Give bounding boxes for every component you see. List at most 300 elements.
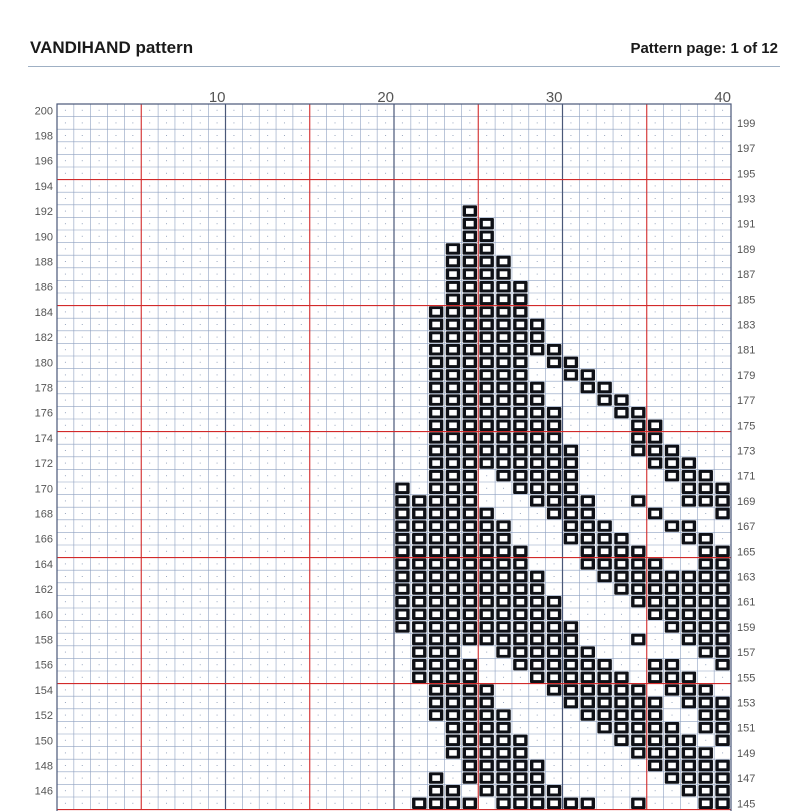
grid-dot bbox=[284, 500, 285, 501]
grid-dot bbox=[267, 475, 268, 476]
grid-dot bbox=[452, 223, 453, 224]
grid-dot bbox=[267, 601, 268, 602]
grid-dot bbox=[419, 450, 420, 451]
grid-dot bbox=[520, 274, 521, 275]
grid-dot bbox=[217, 223, 218, 224]
stitch-cell-core bbox=[567, 498, 575, 504]
grid-dot bbox=[368, 538, 369, 539]
stitch-cell-core bbox=[483, 599, 491, 605]
grid-dot bbox=[166, 727, 167, 728]
stitch-cell-core bbox=[415, 612, 423, 618]
grid-dot bbox=[402, 715, 403, 716]
grid-dot bbox=[520, 160, 521, 161]
grid-dot bbox=[621, 311, 622, 312]
grid-dot bbox=[604, 185, 605, 186]
grid-dot bbox=[570, 740, 571, 741]
grid-dot bbox=[554, 148, 555, 149]
grid-dot bbox=[537, 274, 538, 275]
grid-dot bbox=[452, 122, 453, 123]
grid-dot bbox=[115, 349, 116, 350]
grid-dot bbox=[318, 601, 319, 602]
grid-dot bbox=[621, 299, 622, 300]
stitch-cell-core bbox=[584, 801, 592, 807]
grid-dot bbox=[705, 362, 706, 363]
grid-dot bbox=[722, 463, 723, 464]
stitch-cell-core bbox=[533, 448, 541, 454]
grid-dot bbox=[570, 387, 571, 388]
grid-dot bbox=[267, 261, 268, 262]
stitch-cell-core bbox=[584, 498, 592, 504]
stitch-cell-core bbox=[483, 788, 491, 794]
grid-dot bbox=[486, 211, 487, 212]
stitch-cell-core bbox=[466, 372, 474, 378]
grid-dot bbox=[250, 198, 251, 199]
stitch-cell-core bbox=[483, 775, 491, 781]
grid-dot bbox=[65, 211, 66, 212]
grid-dot bbox=[688, 324, 689, 325]
grid-dot bbox=[570, 551, 571, 552]
grid-dot bbox=[570, 261, 571, 262]
grid-dot bbox=[351, 689, 352, 690]
grid-dot bbox=[217, 626, 218, 627]
grid-dot bbox=[587, 274, 588, 275]
stitch-cell-core bbox=[432, 385, 440, 391]
column-label: 30 bbox=[545, 89, 563, 106]
grid-dot bbox=[132, 639, 133, 640]
grid-dot bbox=[318, 261, 319, 262]
stitch-cell-core bbox=[415, 599, 423, 605]
grid-dot bbox=[587, 299, 588, 300]
grid-dot bbox=[335, 551, 336, 552]
grid-dot bbox=[537, 148, 538, 149]
grid-dot bbox=[638, 248, 639, 249]
grid-dot bbox=[183, 223, 184, 224]
grid-dot bbox=[65, 790, 66, 791]
grid-dot bbox=[520, 526, 521, 527]
stitch-cell-core bbox=[651, 574, 659, 580]
grid-dot bbox=[284, 538, 285, 539]
grid-dot bbox=[318, 274, 319, 275]
grid-dot bbox=[65, 387, 66, 388]
grid-dot bbox=[351, 752, 352, 753]
grid-dot bbox=[200, 324, 201, 325]
grid-dot bbox=[402, 664, 403, 665]
grid-dot bbox=[672, 236, 673, 237]
grid-dot bbox=[99, 689, 100, 690]
grid-dot bbox=[436, 110, 437, 111]
grid-dot bbox=[250, 538, 251, 539]
grid-dot bbox=[99, 148, 100, 149]
grid-dot bbox=[419, 362, 420, 363]
grid-dot bbox=[368, 752, 369, 753]
grid-dot bbox=[82, 122, 83, 123]
stitch-cell-core bbox=[651, 511, 659, 517]
grid-dot bbox=[385, 299, 386, 300]
grid-dot bbox=[115, 362, 116, 363]
stitch-cell-core bbox=[449, 801, 457, 807]
stitch-cell-core bbox=[483, 397, 491, 403]
grid-dot bbox=[335, 702, 336, 703]
grid-dot bbox=[99, 563, 100, 564]
grid-dot bbox=[200, 135, 201, 136]
grid-dot bbox=[200, 664, 201, 665]
grid-dot bbox=[335, 664, 336, 665]
grid-dot bbox=[250, 551, 251, 552]
grid-dot bbox=[217, 715, 218, 716]
grid-dot bbox=[217, 274, 218, 275]
grid-dot bbox=[351, 576, 352, 577]
grid-dot bbox=[638, 513, 639, 514]
grid-dot bbox=[688, 148, 689, 149]
stitch-cell-core bbox=[399, 511, 407, 517]
grid-dot bbox=[250, 664, 251, 665]
stitch-cell-core bbox=[651, 448, 659, 454]
row-label-right: 151 bbox=[737, 722, 756, 735]
grid-dot bbox=[419, 299, 420, 300]
grid-dot bbox=[570, 286, 571, 287]
grid-dot bbox=[705, 450, 706, 451]
grid-dot bbox=[132, 412, 133, 413]
grid-dot bbox=[233, 374, 234, 375]
grid-dot bbox=[149, 223, 150, 224]
grid-dot bbox=[722, 526, 723, 527]
stitch-cell-core bbox=[399, 523, 407, 529]
grid-dot bbox=[132, 362, 133, 363]
grid-dot bbox=[115, 715, 116, 716]
grid-dot bbox=[554, 135, 555, 136]
stitch-cell-core bbox=[449, 271, 457, 277]
grid-dot bbox=[604, 211, 605, 212]
grid-dot bbox=[267, 563, 268, 564]
grid-dot bbox=[318, 337, 319, 338]
grid-dot bbox=[436, 198, 437, 199]
grid-dot bbox=[82, 311, 83, 312]
grid-dot bbox=[722, 689, 723, 690]
grid-dot bbox=[621, 639, 622, 640]
grid-dot bbox=[621, 236, 622, 237]
grid-dot bbox=[335, 261, 336, 262]
grid-dot bbox=[99, 740, 100, 741]
grid-dot bbox=[149, 765, 150, 766]
stitch-cell-core bbox=[635, 448, 643, 454]
row-label-right: 157 bbox=[737, 647, 756, 660]
grid-dot bbox=[385, 362, 386, 363]
grid-dot bbox=[486, 135, 487, 136]
stitch-cell-core bbox=[584, 511, 592, 517]
stitch-cell-core bbox=[449, 536, 457, 542]
grid-dot bbox=[554, 274, 555, 275]
stitch-cell-core bbox=[702, 561, 710, 567]
stitch-cell-core bbox=[719, 511, 727, 517]
grid-dot bbox=[587, 463, 588, 464]
grid-dot bbox=[284, 740, 285, 741]
stitch-cell-core bbox=[635, 498, 643, 504]
stitch-cell-core bbox=[702, 725, 710, 731]
grid-dot bbox=[267, 400, 268, 401]
grid-dot bbox=[351, 223, 352, 224]
grid-dot bbox=[537, 374, 538, 375]
grid-dot bbox=[587, 778, 588, 779]
grid-dot bbox=[267, 349, 268, 350]
grid-dot bbox=[537, 526, 538, 527]
grid-dot bbox=[217, 500, 218, 501]
grid-dot bbox=[537, 563, 538, 564]
grid-dot bbox=[570, 437, 571, 438]
stitch-cell-core bbox=[618, 738, 626, 744]
grid-dot bbox=[115, 626, 116, 627]
grid-dot bbox=[351, 425, 352, 426]
stitch-cell-core bbox=[466, 675, 474, 681]
grid-dot bbox=[166, 677, 167, 678]
grid-dot bbox=[335, 387, 336, 388]
stitch-cell-core bbox=[635, 725, 643, 731]
grid-dot bbox=[65, 185, 66, 186]
grid-dot bbox=[233, 211, 234, 212]
grid-dot bbox=[570, 727, 571, 728]
grid-dot bbox=[284, 185, 285, 186]
grid-dot bbox=[82, 677, 83, 678]
grid-dot bbox=[722, 337, 723, 338]
grid-dot bbox=[335, 740, 336, 741]
grid-dot bbox=[436, 752, 437, 753]
stitch-cell-core bbox=[584, 372, 592, 378]
grid-dot bbox=[149, 261, 150, 262]
stitch-cell-core bbox=[567, 637, 575, 643]
grid-dot bbox=[351, 412, 352, 413]
grid-dot bbox=[82, 513, 83, 514]
stitch-cell-core bbox=[601, 725, 609, 731]
grid-dot bbox=[368, 450, 369, 451]
grid-dot bbox=[486, 148, 487, 149]
grid-dot bbox=[318, 513, 319, 514]
stitch-cell-core bbox=[483, 637, 491, 643]
grid-dot bbox=[368, 639, 369, 640]
grid-dot bbox=[250, 475, 251, 476]
grid-dot bbox=[132, 702, 133, 703]
grid-dot bbox=[385, 715, 386, 716]
grid-dot bbox=[621, 475, 622, 476]
grid-dot bbox=[99, 513, 100, 514]
stitch-cell-core bbox=[517, 347, 525, 353]
stitch-cell-core bbox=[466, 309, 474, 315]
grid-dot bbox=[537, 160, 538, 161]
grid-dot bbox=[149, 790, 150, 791]
grid-dot bbox=[385, 274, 386, 275]
grid-dot bbox=[368, 463, 369, 464]
row-label-right: 179 bbox=[737, 369, 756, 382]
row-label-left: 194 bbox=[34, 180, 53, 193]
stitch-cell-core bbox=[517, 410, 525, 416]
grid-dot bbox=[132, 387, 133, 388]
stitch-cell-core bbox=[449, 712, 457, 718]
grid-dot bbox=[570, 324, 571, 325]
grid-dot bbox=[65, 324, 66, 325]
grid-dot bbox=[301, 122, 302, 123]
grid-dot bbox=[233, 450, 234, 451]
grid-dot bbox=[267, 274, 268, 275]
stitch-cell-core bbox=[449, 561, 457, 567]
grid-dot bbox=[284, 324, 285, 325]
stitch-cell-core bbox=[635, 712, 643, 718]
grid-dot bbox=[132, 299, 133, 300]
grid-dot bbox=[200, 614, 201, 615]
grid-dot bbox=[99, 601, 100, 602]
grid-dot bbox=[638, 299, 639, 300]
stitch-cell-core bbox=[483, 738, 491, 744]
page-indicator: Pattern page: 1 of 12 bbox=[630, 40, 778, 57]
grid-dot bbox=[688, 664, 689, 665]
grid-dot bbox=[436, 211, 437, 212]
grid-dot bbox=[166, 362, 167, 363]
grid-dot bbox=[301, 689, 302, 690]
grid-dot bbox=[183, 790, 184, 791]
grid-dot bbox=[385, 400, 386, 401]
grid-dot bbox=[82, 551, 83, 552]
grid-dot bbox=[115, 110, 116, 111]
grid-dot bbox=[99, 639, 100, 640]
grid-dot bbox=[570, 110, 571, 111]
grid-dot bbox=[65, 702, 66, 703]
grid-dot bbox=[621, 122, 622, 123]
grid-dot bbox=[65, 601, 66, 602]
grid-dot bbox=[301, 664, 302, 665]
stitch-cell-core bbox=[466, 574, 474, 580]
grid-dot bbox=[688, 185, 689, 186]
row-label-right: 149 bbox=[737, 747, 756, 760]
grid-dot bbox=[351, 614, 352, 615]
grid-dot bbox=[335, 248, 336, 249]
grid-dot bbox=[368, 412, 369, 413]
stitch-cell-core bbox=[415, 549, 423, 555]
grid-dot bbox=[604, 362, 605, 363]
grid-dot bbox=[351, 715, 352, 716]
stitch-cell-core bbox=[449, 523, 457, 529]
grid-dot bbox=[233, 626, 234, 627]
grid-dot bbox=[200, 337, 201, 338]
grid-dot bbox=[537, 727, 538, 728]
grid-dot bbox=[554, 211, 555, 212]
grid-dot bbox=[587, 185, 588, 186]
grid-dot bbox=[368, 185, 369, 186]
grid-dot bbox=[554, 173, 555, 174]
grid-dot bbox=[368, 374, 369, 375]
column-label: 20 bbox=[377, 89, 394, 106]
grid-dot bbox=[335, 639, 336, 640]
grid-dot bbox=[587, 412, 588, 413]
grid-dot bbox=[604, 589, 605, 590]
grid-dot bbox=[217, 563, 218, 564]
grid-dot bbox=[385, 538, 386, 539]
stitch-cell-core bbox=[449, 309, 457, 315]
grid-dot bbox=[688, 211, 689, 212]
grid-dot bbox=[200, 412, 201, 413]
grid-dot bbox=[183, 374, 184, 375]
grid-dot bbox=[570, 752, 571, 753]
stitch-cell-core bbox=[500, 448, 508, 454]
grid-dot bbox=[351, 437, 352, 438]
grid-dot bbox=[638, 626, 639, 627]
grid-dot bbox=[301, 311, 302, 312]
grid-dot bbox=[115, 412, 116, 413]
grid-dot bbox=[65, 299, 66, 300]
stitch-cell-core bbox=[483, 234, 491, 240]
grid-dot bbox=[99, 412, 100, 413]
grid-dot bbox=[233, 311, 234, 312]
grid-dot bbox=[655, 311, 656, 312]
grid-dot bbox=[99, 261, 100, 262]
grid-dot bbox=[217, 488, 218, 489]
grid-dot bbox=[672, 299, 673, 300]
grid-dot bbox=[688, 223, 689, 224]
grid-dot bbox=[318, 437, 319, 438]
stitch-cell-core bbox=[483, 259, 491, 265]
grid-dot bbox=[217, 349, 218, 350]
grid-dot bbox=[368, 211, 369, 212]
grid-dot bbox=[638, 488, 639, 489]
grid-dot bbox=[284, 589, 285, 590]
grid-dot bbox=[301, 173, 302, 174]
grid-dot bbox=[82, 236, 83, 237]
grid-dot bbox=[99, 526, 100, 527]
grid-dot bbox=[587, 198, 588, 199]
grid-dot bbox=[200, 576, 201, 577]
grid-dot bbox=[318, 500, 319, 501]
grid-dot bbox=[520, 185, 521, 186]
grid-dot bbox=[638, 790, 639, 791]
grid-dot bbox=[570, 223, 571, 224]
grid-dot bbox=[351, 500, 352, 501]
grid-dot bbox=[284, 337, 285, 338]
grid-dot bbox=[233, 765, 234, 766]
grid-dot bbox=[469, 652, 470, 653]
stitch-cell-core bbox=[483, 460, 491, 466]
grid-dot bbox=[402, 211, 403, 212]
grid-dot bbox=[267, 122, 268, 123]
grid-dot bbox=[537, 122, 538, 123]
grid-dot bbox=[368, 740, 369, 741]
grid-dot bbox=[368, 400, 369, 401]
grid-dot bbox=[99, 626, 100, 627]
stitch-cell-core bbox=[550, 486, 558, 492]
grid-dot bbox=[65, 488, 66, 489]
grid-dot bbox=[149, 425, 150, 426]
grid-dot bbox=[335, 122, 336, 123]
grid-dot bbox=[436, 185, 437, 186]
grid-dot bbox=[217, 765, 218, 766]
stitch-cell-core bbox=[483, 284, 491, 290]
stitch-cell-core bbox=[483, 549, 491, 555]
grid-dot bbox=[233, 689, 234, 690]
grid-dot bbox=[217, 286, 218, 287]
stitch-cell-core bbox=[567, 360, 575, 366]
grid-dot bbox=[200, 463, 201, 464]
grid-dot bbox=[115, 563, 116, 564]
grid-dot bbox=[705, 110, 706, 111]
grid-dot bbox=[115, 727, 116, 728]
grid-dot bbox=[385, 576, 386, 577]
stitch-cell-core bbox=[685, 675, 693, 681]
stitch-cell-core bbox=[651, 712, 659, 718]
grid-dot bbox=[217, 236, 218, 237]
grid-dot bbox=[722, 437, 723, 438]
grid-dot bbox=[570, 412, 571, 413]
grid-dot bbox=[638, 148, 639, 149]
grid-dot bbox=[149, 677, 150, 678]
grid-dot bbox=[351, 727, 352, 728]
stitch-cell-core bbox=[702, 612, 710, 618]
grid-dot bbox=[284, 488, 285, 489]
grid-dot bbox=[217, 160, 218, 161]
